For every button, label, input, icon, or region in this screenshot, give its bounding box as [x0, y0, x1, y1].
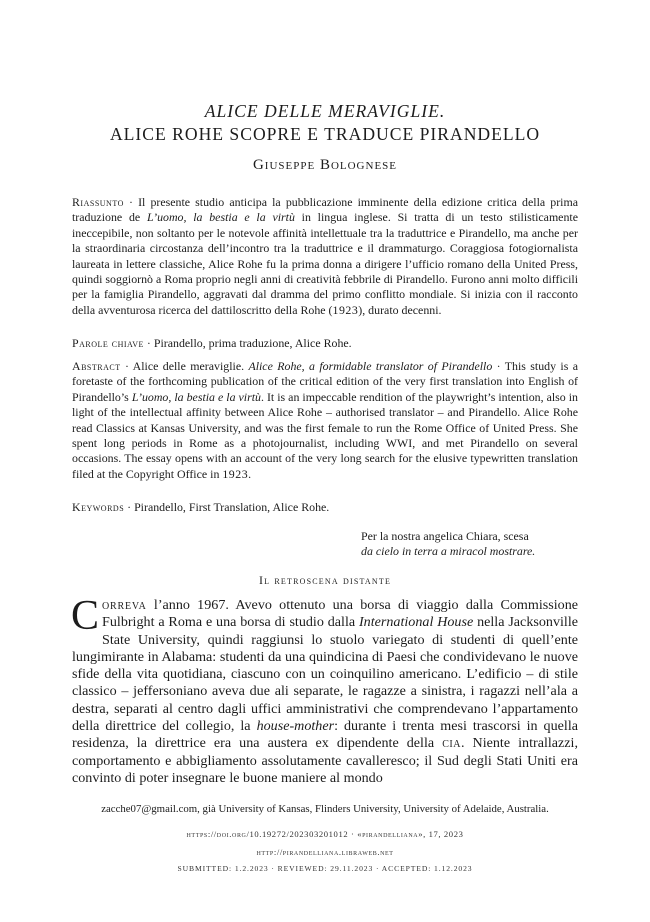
- drop-word: orreva: [102, 597, 147, 613]
- body-text-4: . Niente intrallazzi, comportamento e abbigliamento assolutamente cavalleresco; il Sud degli Stati Uniti era convinto di poter insegnare le buone maniere al mondo: [72, 735, 578, 786]
- doi-line: https://doi.org/10.19272/202303201012 · «pirandelliana», 17, 2023: [186, 829, 464, 839]
- riassunto-text-3: ), durato decenni.: [358, 302, 442, 317]
- riassunto-year: 1923: [332, 302, 359, 317]
- riassunto-label: Riassunto: [72, 195, 124, 209]
- abstract-year: 1923: [222, 466, 249, 481]
- body-role: house-mother: [256, 718, 335, 735]
- submission-dates: SUBMITTED: 1.2.2023 · REVIEWED: 29.11.2023 · ACCEPTED: 1.12.2023: [177, 864, 473, 873]
- parole-chiave-text: Pirandello, prima traduzione, Alice Rohe.: [153, 336, 352, 350]
- parole-chiave-paragraph: [72, 336, 578, 351]
- riassunto-separator: ·: [123, 195, 139, 209]
- body-text-2: nella Jacksonville State University, quindi raggiunsi lo stuolo variegato di studenti di quell’ente lungimirante in Alabama: studenti da una quindicina di Paesi che condividevano le nuove sfide della vita quotidiana, ciascuno con un coinquilino americano. L’edificio – di stile classico – jeffersoniano aveva due ali separate, le ragazze a sinistra, i ragazzi nell’ala a destra, separati al centro dagli uffici amministrativi che comprendevano l’appartamento della direttrice del collegio, la: [72, 614, 578, 735]
- parole-chiave-label: Parole chiave: [72, 336, 144, 350]
- abstract-work-title: L’uomo, la bestia e la virtù: [131, 389, 261, 404]
- abstract-label: Abstract: [72, 359, 121, 373]
- riassunto-text-2: in lingua inglese. Si tratta di un testo stilisticamente ineccepibile, non soltanto per le notevole affinità intellettuale tra la traduttrice e Pirandello, ma anche per la straordinaria circostanza dell’incontro tra la traduttrice e il drammaturgo. Coraggiosa fotogiornalista laureata in lettere classiche, Alice Rohe fu la prima donna a dirigere l’ufficio romano della United Press, quindi soggiornò a Roma proprio negli anni di creatività febbrile di Pirandello. Furono anni molto difficili per la famiglia Pirandello, aggravati dal dramma del primo conflitto mondiale. Si inizia con il racconto della avventurosa ricerca del dattiloscritto della Rohe (: [72, 210, 578, 317]
- parole-chiave-separator: ·: [143, 336, 154, 350]
- section-heading: Il retroscena distante: [258, 573, 392, 587]
- abstract-text-1: Alice delle meraviglie.: [132, 359, 249, 373]
- riassunto-paragraph: [72, 195, 578, 318]
- journal-url: http://pirandelliana.libraweb.net: [256, 847, 394, 857]
- body-paragraph: [71, 593, 578, 787]
- keywords-paragraph: [72, 500, 578, 515]
- abstract-subtitle: Alice Rohe, a formidable translator of Pirandello: [248, 359, 493, 373]
- dedication: [361, 529, 591, 560]
- abstract-text-3: . It is an impeccable rendition of the playwright’s intention, also in light of the intellectual affinity between Alice Rohe – authorised translator – and Pirandello. Alice Rohe read Classics at Kansas University, and was the first female to run the Rome Office of United Press. She spent long periods in Rome as a photojournalist, including WWI, and met Pirandello on several occasions. The essay opens with an account of the very long search for the elusive typewritten translation filed at the Copyright Office in: [72, 389, 579, 481]
- keywords-text: Pirandello, First Translation, Alice Rohe.: [134, 500, 330, 514]
- riassunto-text-1: Il presente studio anticipa la pubblicazione imminente della edizione critica della prima traduzione de: [72, 195, 579, 225]
- abstract-text-4: .: [248, 466, 252, 481]
- abstract-text-2: This study is a foretaste of the forthcoming publication of the critical edition of the very first translation into English of Pirandello’s: [72, 359, 578, 404]
- article-title-line-1: ALICE DELLE MERAVIGLIE.: [204, 101, 446, 121]
- article-title-line-2: ALICE ROHE SCOPRE E TRADUCE PIRANDELLO: [109, 124, 541, 144]
- abstract-separator: ·: [120, 359, 133, 373]
- body-acronym: cia: [442, 735, 461, 752]
- keywords-label: Keywords: [72, 500, 125, 514]
- dedication-line-1: Per la nostra angelica Chiara, scesa: [361, 529, 529, 543]
- drop-cap: C: [71, 593, 100, 639]
- riassunto-work-title: L’uomo, la bestia e la virtù: [146, 210, 295, 225]
- abstract-paragraph: [72, 359, 578, 482]
- abstract-separator-2: ·: [492, 359, 505, 373]
- body-text-1: l’anno 1967. Avevo ottenuto una borsa di viaggio dalla Commissione Fulbright a Roma e una borsa di studio dalla: [102, 597, 578, 631]
- author-name: Giuseppe Bolognese: [252, 157, 398, 173]
- body-text-3: : durante i trenta mesi trascorsi in quella residenza, la direttrice era una austera ex dipendente della: [72, 718, 578, 752]
- body-institution: International House: [358, 614, 474, 631]
- author-footnote: zacche07@gmail.com, già University of Kansas, Flinders University, University of Adelaide, Australia.: [101, 803, 549, 815]
- dedication-line-2: da cielo in terra a miracol mostrare.: [361, 544, 536, 559]
- keywords-separator: ·: [124, 500, 135, 514]
